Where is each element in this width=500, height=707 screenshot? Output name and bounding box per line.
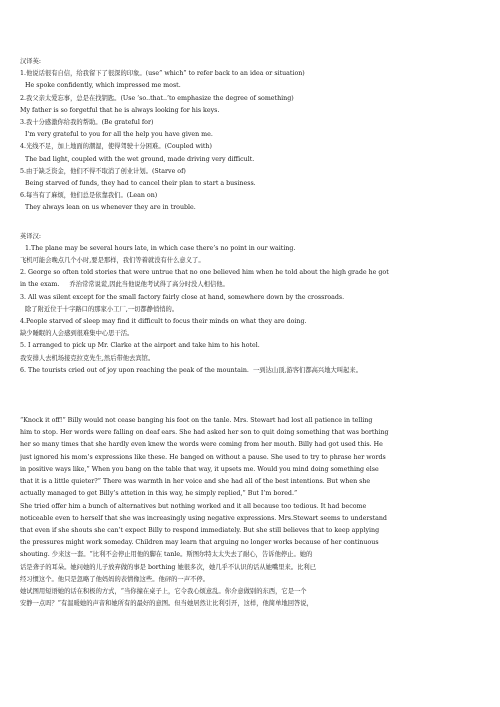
part1-item-6-zh: 6.每当有了麻烦，他们总是依靠我们。(Lean on) [20, 192, 158, 200]
passage [20, 415, 482, 610]
part2-item-1-zh: 飞机可能会晚点几个小时,要是那样，我们等着就没有什么意义了。 [20, 257, 205, 265]
part2-item-6-en: 6. The tourists cried out of joy upon reaching the peak of the mountain. [20, 366, 249, 374]
passage-line: the pressures might work someday. Children may learn that arguing no longer works because of her continuous [20, 539, 379, 547]
passage-line: “Knock it off!” Billy would not cease banging his foot on the tanle. Mrs. Stewart had lost all patience in telling [20, 417, 373, 425]
part2-item-3-zh: 除了附近位于十字路口的那家小工厂,一切都静悄悄的。 [25, 305, 179, 313]
part1-item-5-en: Being starved of funds, they had to cancel their plan to start a business. [25, 180, 256, 188]
part1-item-1-en: He spoke confidently, which impressed me most. [25, 82, 181, 90]
part2-item-5-en: 5. I arranged to pick up Mr. Clarke at the airport and take him to his hotel. [20, 342, 260, 350]
part1-item-5-zh: 5.由于缺乏资金，他们不得不取消了创业计划。(Starve of) [20, 167, 186, 175]
passage-line: She tried offer him a bunch of alternatives but nothing worked and it all because too tedious. It had become [20, 502, 367, 510]
part1-item-1-zh: 1.他说话很有自信，给我留下了很深的印象。(use” which” to refer back to an idea or situation) [20, 70, 305, 78]
part2-item-4-zh: 缺少睡眠的人会感到很难集中心思干活。 [20, 330, 134, 338]
part1-item-2-zh: 2.我父亲太爱忘事，总是在找钥匙。(Use ‘so..that..’to emphasize the degree of something) [20, 94, 294, 102]
passage-line: that it is a little quieter?” There was warmth in her voice and she had all of the best intentions. But when she [20, 478, 371, 486]
passage-line: that even if she shouts she can’t expect Billy to respond immediately. But she still believes that to keep applying [20, 526, 380, 534]
passage-line: her so many times that she hardly even knew the words were coming from her mouth. Billy had got used this. He [20, 441, 383, 449]
part1-heading: 汉译英: [20, 58, 42, 65]
part2-item-2-en-cont [20, 279, 482, 291]
part2-item-5-zh: 我安排人去机场接克拉克先生,然后带他去宾馆。 [20, 354, 155, 362]
part2-item-6-zh: 一到达山顶,游客们都高兴地大叫起来。 [252, 366, 362, 374]
part2-item-2-en2: in the exam. [20, 281, 60, 289]
part2-heading: 英译汉: [20, 232, 42, 240]
part1-item-3-en: I'm very grateful to you for all the help you have given me. [25, 131, 213, 139]
part2-item-6 [20, 365, 482, 377]
passage-line: 话是聋子的耳朵。她问她的儿子放弃做的事是 borthing 她很多次，她几乎不认识的话从她嘴里来。比利已 [20, 563, 316, 571]
part2-item-3-en: 3. All was silent except for the small factory fairly close at hand, somewhere down by the crossroads. [20, 293, 345, 301]
section-spacer [20, 215, 482, 231]
part1-item-6-en: They always lean on us whenever they are in trouble. [25, 204, 196, 212]
passage-line: in positive ways like,” When you bang on the table that way, it upsets me. Would you mind doing something else [20, 465, 379, 473]
passage-line: shouting. 少来这一套。“比利不会停止用他的脚在 tanle。斯图尔特太太失去了耐心，告诉他停止。她的 [20, 551, 313, 559]
passage-line: 安静一点吗？”有温暖她的声音和她所有的最好的意图。但当她居然让比利引开，这样，他简单地回答说， [20, 600, 313, 608]
part1-item-4-en: The bad light, coupled with the wet ground, made driving very difficult. [25, 155, 255, 163]
passage-line: 经习惯这个。他只是忽略了他妈妈的表情像这些。他砰的一声不停。 [20, 575, 209, 583]
passage-spacer [20, 377, 482, 415]
document-page [20, 56, 482, 610]
part1-item-2-en: My father is so forgetful that he is always looking for his keys. [20, 106, 220, 114]
passage-line: noticeable even to herself that she was increasingly using negative expressions. Mrs.Stewart seems to understand [20, 514, 387, 522]
passage-line: actually managed to get Billy’s attetion in this way, he simply replied,” But I’m bored.” [20, 490, 298, 498]
part1-item-3-zh: 3.我十分感激你给我的帮助。(Be grateful for) [20, 119, 154, 127]
part2-item-1-en: 1.The plane may be several hours late, in which case there’s no point in our waiting. [25, 244, 296, 252]
passage-line: 她试图用短语她的话在积极的方式，“当你撞在桌子上，它令我心烦意乱。你介意做别的东西，它是一个 [20, 587, 307, 595]
passage-line: him to stop. Her words were falling on deaf ears. She had asked her son to quit doing something that was borthing [20, 429, 389, 437]
part2-item-2-en: 2. George so often told stories that were untrue that no one believed him when he told about the high grade he got [20, 269, 389, 277]
part2-item-2-zh: 乔治常常说谎,因此当他说他考试得了高分时没人相信他。 [69, 281, 229, 289]
part1-item-4-zh: 4.光线不足，加上地面的潮湿，使得驾驶十分困难。(Coupled with) [20, 143, 212, 151]
part2-item-4-en: 4.People starved of sleep may find it difficult to focus their minds on what they are doing. [20, 318, 307, 326]
passage-line: just ignored his mom’s expressions like these. He banged on without a pause. She used to try to phrase her words [20, 453, 386, 461]
